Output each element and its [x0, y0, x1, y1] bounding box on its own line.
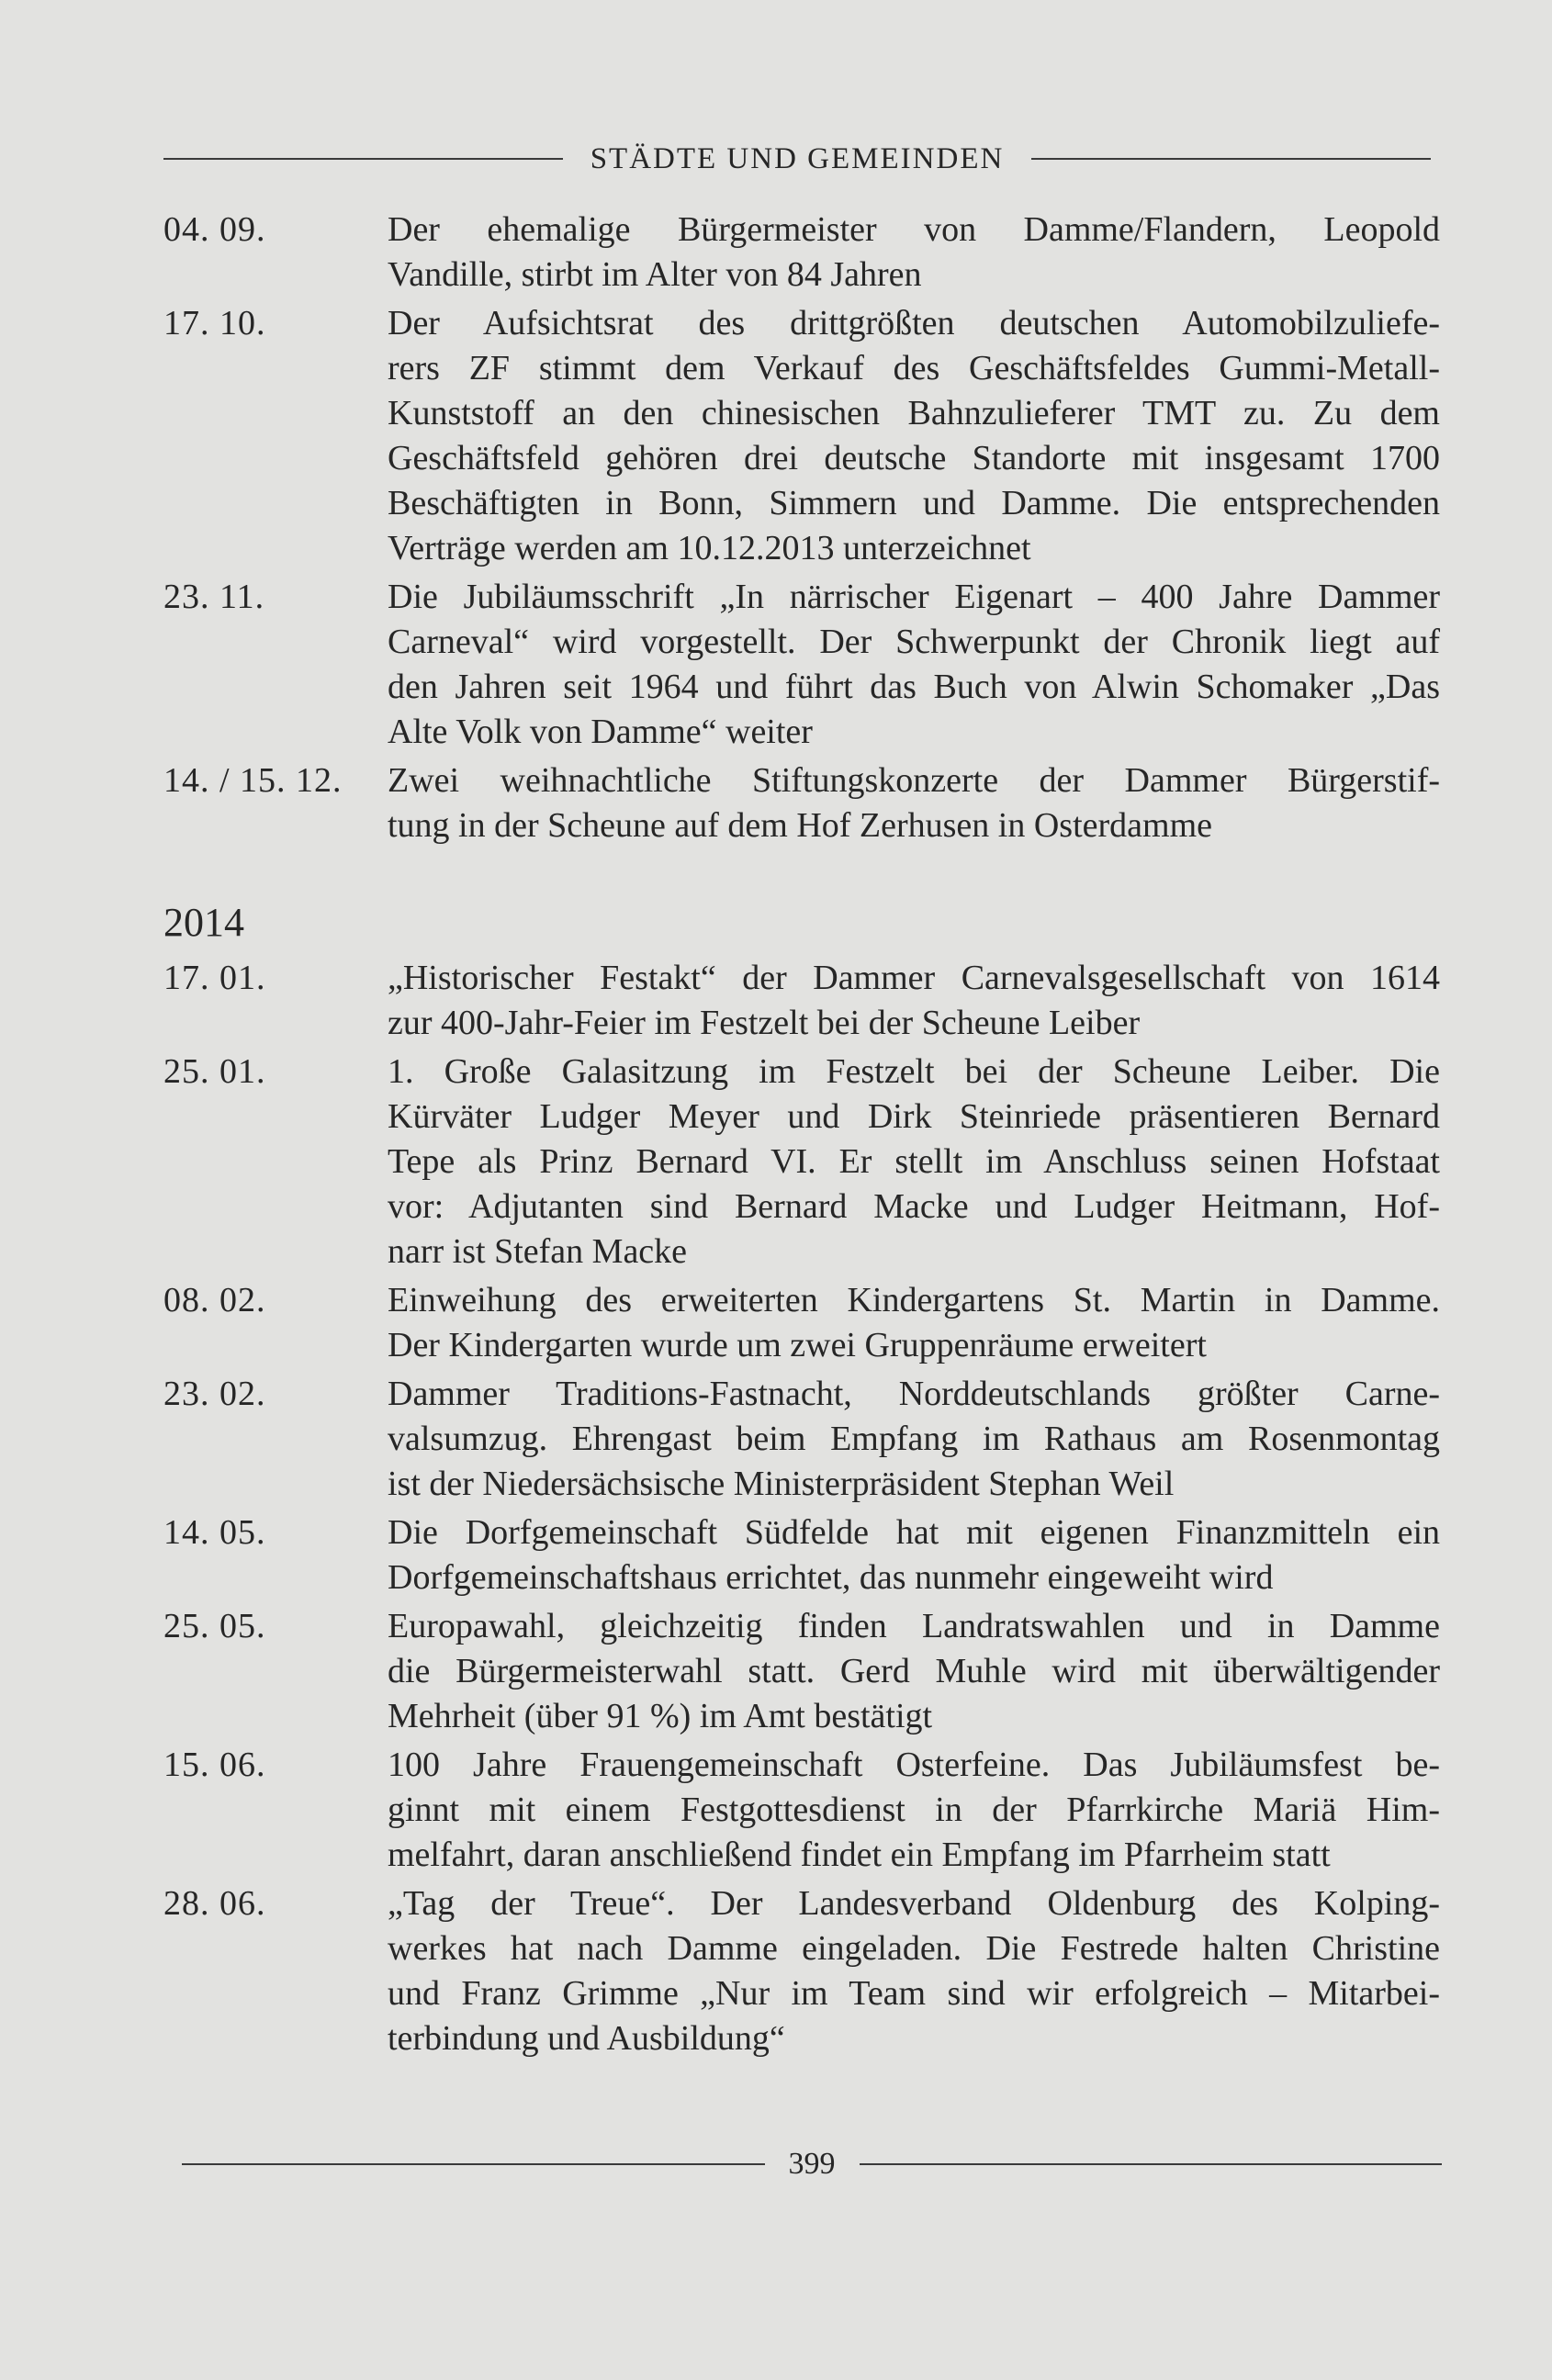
chronicle-entry	[163, 758, 1440, 848]
entry-text-line: Tepe als Prinz Bernard VI. Er stellt im Anschluss seinen Hofstaat	[388, 1142, 1440, 1181]
entry-text-line: ist der Niedersächsische Ministerpräsident Stephan Weil	[388, 1465, 1175, 1503]
entry-text-line: melfahrt, daran anschließend findet ein Empfang im Pfarrheim statt	[388, 1836, 1331, 1874]
entry-text-line: Zwei weihnachtliche Stiftungskonzerte der Dammer Bürgerstif-	[388, 761, 1440, 800]
entry-text-line: den Jahren seit 1964 und führt das Buch von Alwin Schomaker „Das	[388, 668, 1440, 706]
entry-text-line: Kunststoff an den chinesischen Bahnzulieferer TMT zu. Zu dem	[388, 394, 1440, 432]
header-rule-left	[163, 158, 563, 160]
entry-date: 17. 01.	[163, 959, 266, 997]
header-rule-right	[1031, 158, 1431, 160]
chronicle-entry	[163, 1604, 1440, 1739]
chronicle-entry	[163, 575, 1440, 755]
entry-text-line: rers ZF stimmt dem Verkauf des Geschäftsfeldes Gummi-Metall-	[388, 349, 1440, 387]
entry-text-line: Die Jubiläumsschrift „In närrischer Eigenart – 400 Jahre Dammer	[388, 578, 1440, 616]
entry-text-line: Der ehemalige Bürgermeister von Damme/Flandern, Leopold	[388, 210, 1440, 249]
entry-date: 25. 01.	[163, 1052, 266, 1091]
footer-rule-right	[860, 2163, 1443, 2165]
entry-text-line: „Historischer Festakt“ der Dammer Carnevalsgesellschaft von 1614	[388, 959, 1440, 997]
running-header	[163, 136, 1431, 182]
chronicle-entry	[163, 301, 1440, 571]
entry-date: 23. 11.	[163, 578, 265, 616]
entry-text-line: zur 400-Jahr-Feier im Festzelt bei der Scheune Leiber	[388, 1004, 1141, 1042]
entry-text-line: Einweihung des erweiterten Kindergartens St. Martin in Damme.	[388, 1281, 1440, 1319]
entry-date: 15. 06.	[163, 1746, 266, 1784]
entry-text-line: Carneval“ wird vorgestellt. Der Schwerpunkt der Chronik liegt auf	[388, 623, 1440, 661]
entry-text-line: Verträge werden am 10.12.2013 unterzeichnet	[388, 529, 1031, 567]
header-title: STÄDTE UND GEMEINDEN	[590, 141, 1005, 175]
entry-text-line: die Bürgermeisterwahl statt. Gerd Muhle wird mit überwältigender	[388, 1652, 1440, 1690]
chronicle-entry	[163, 1881, 1440, 2061]
entry-date: 14. / 15. 12.	[163, 761, 343, 800]
entry-date: 14. 05.	[163, 1513, 266, 1552]
entry-text-line: Mehrheit (über 91 %) im Amt bestätigt	[388, 1697, 933, 1735]
entry-text-line: und Franz Grimme „Nur im Team sind wir erfolgreich – Mitarbei-	[388, 1974, 1440, 2013]
entry-text-line: ginnt mit einem Festgottesdienst in der Pfarrkirche Mariä Him-	[388, 1791, 1440, 1829]
entry-text-line: vor: Adjutanten sind Bernard Macke und Ludger Heitmann, Hof-	[388, 1187, 1440, 1226]
chronicle-entry	[163, 1743, 1440, 1878]
year-heading: 2014	[163, 900, 244, 945]
chronicle-entry	[163, 1278, 1440, 1368]
entry-text-line: „Tag der Treue“. Der Landesverband Oldenburg des Kolping-	[388, 1884, 1440, 1923]
chronicle-entry	[163, 956, 1440, 1046]
entry-text-line: valsumzug. Ehrengast beim Empfang im Rathaus am Rosenmontag	[388, 1420, 1440, 1458]
entry-text-line: narr ist Stefan Macke	[388, 1232, 688, 1271]
entry-text-line: 100 Jahre Frauengemeinschaft Osterfeine. Das Jubiläumsfest be-	[388, 1746, 1440, 1784]
entry-date: 28. 06.	[163, 1884, 266, 1923]
chronicle-entries-2014	[163, 956, 1440, 2065]
entry-date: 25. 05.	[163, 1607, 266, 1645]
entry-date: 17. 10.	[163, 304, 266, 342]
entry-text-line: werkes hat nach Damme eingeladen. Die Festrede halten Christine	[388, 1929, 1440, 1968]
chronicle-entry	[163, 208, 1440, 298]
entry-date: 23. 02.	[163, 1375, 266, 1413]
entry-date: 08. 02.	[163, 1281, 266, 1319]
chronicle-entry	[163, 1050, 1440, 1274]
entry-text-line: Kürväter Ludger Meyer und Dirk Steinriede präsentieren Bernard	[388, 1097, 1440, 1136]
entry-text-line: Dorfgemeinschaftshaus errichtet, das nunmehr eingeweiht wird	[388, 1558, 1274, 1597]
entry-text-line: Alte Volk von Damme“ weiter	[388, 713, 813, 751]
entry-text-line: tung in der Scheune auf dem Hof Zerhusen in Osterdamme	[388, 806, 1213, 845]
entry-text-line: Dammer Traditions-Fastnacht, Norddeutschlands größter Carne-	[388, 1375, 1440, 1413]
chronicle-entry	[163, 1372, 1440, 1507]
entry-text-line: terbindung und Ausbildung“	[388, 2019, 785, 2058]
entry-text-line: Beschäftigten in Bonn, Simmern und Damme. Die entsprechenden	[388, 484, 1440, 522]
entry-text-line: Geschäftsfeld gehören drei deutsche Standorte mit insgesamt 1700	[388, 439, 1440, 477]
page-footer	[182, 2141, 1442, 2187]
entry-text-line: 1. Große Galasitzung im Festzelt bei der Scheune Leiber. Die	[388, 1052, 1440, 1091]
entry-text-line: Europawahl, gleichzeitig finden Landratswahlen und in Damme	[388, 1607, 1440, 1645]
entry-text-line: Der Kindergarten wurde um zwei Gruppenräume erweitert	[388, 1326, 1207, 1364]
chronicle-entry	[163, 1510, 1440, 1600]
page-number: 399	[788, 2147, 836, 2181]
footer-rule-left	[182, 2163, 765, 2165]
entry-text-line: Vandille, stirbt im Alter von 84 Jahren	[388, 255, 922, 294]
entry-text-line: Die Dorfgemeinschaft Südfelde hat mit eigenen Finanzmitteln ein	[388, 1513, 1440, 1552]
chronicle-entries-2013	[163, 208, 1440, 852]
entry-date: 04. 09.	[163, 210, 266, 249]
entry-text-line: Der Aufsichtsrat des drittgrößten deutschen Automobilzuliefe-	[388, 304, 1440, 342]
